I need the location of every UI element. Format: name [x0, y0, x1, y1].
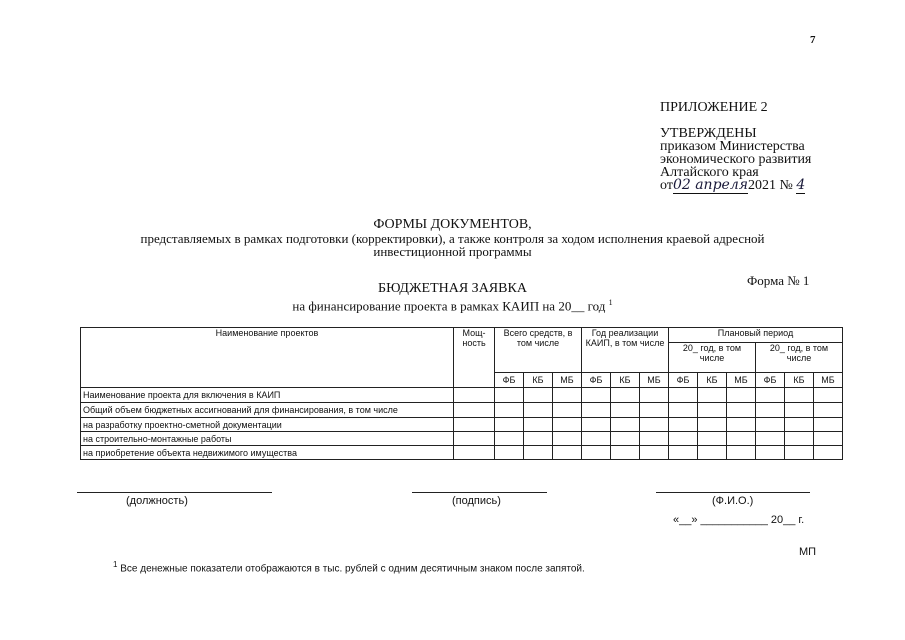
footnote-text: Все денежные показатели отображаются в тыс. рублей с одним десятичным знаком после запятой. [120, 563, 585, 575]
request-subtitle-text: на финансирование проекта в рамках КАИП на 20__ год [292, 298, 606, 314]
footnote-number: 1 [113, 560, 118, 569]
sub-mb: МБ [727, 373, 756, 388]
subtitle-line-2: инвестиционной программы [373, 244, 532, 259]
header-plan-year-2: 20_ год, в том числе [756, 343, 843, 373]
document-title: ФОРМЫ ДОКУМЕНТОВ, [373, 217, 532, 232]
table-row [81, 432, 843, 446]
position-line [77, 492, 272, 493]
header-total: Всего средств, в том числе [495, 328, 582, 373]
approval-line-2: экономического развития [660, 152, 812, 167]
year-number-label: 2021 № [748, 178, 793, 193]
sub-kb: КБ [785, 373, 814, 388]
fio-line [656, 492, 810, 493]
header-names: Наименование проектов [81, 328, 454, 388]
sub-fb: ФБ [756, 373, 785, 388]
header-row-1 [81, 328, 843, 343]
position-label: (должность) [126, 495, 188, 507]
row-label: Наименование проекта для включения в КАИП [81, 388, 454, 403]
handwritten-date: 02 апреля [672, 177, 748, 193]
footnote-mark: 1 [608, 298, 613, 307]
approval-date-line [660, 179, 811, 192]
table-row [81, 418, 843, 432]
row-label: на строительно-монтажные работы [81, 432, 454, 446]
signature-line [412, 492, 547, 493]
row-label: на разработку проектно-сметной документации [81, 418, 454, 432]
sub-mb: МБ [814, 373, 843, 388]
page-number: 7 [810, 34, 816, 46]
row-label: на приобретение объекта недвижимого имущества [81, 446, 454, 460]
header-plan-year-1: 20_ год, в том числе [669, 343, 756, 373]
sub-mb: МБ [553, 373, 582, 388]
sub-mb: МБ [640, 373, 669, 388]
footnote [113, 560, 585, 574]
date-prefix: от [660, 178, 673, 193]
approved-label: УТВЕРЖДЕНЫ [660, 126, 757, 141]
appendix-label: ПРИЛОЖЕНИЕ 2 [660, 100, 768, 115]
row-label: Общий объем бюджетных ассигнований для финансирования, в том числе [81, 403, 454, 418]
sub-fb: ФБ [582, 373, 611, 388]
sub-kb: КБ [524, 373, 553, 388]
approval-block [660, 101, 811, 192]
table-row [81, 403, 843, 418]
document-subtitle [0, 232, 905, 258]
fio-label: (Ф.И.О.) [712, 495, 754, 507]
table-row [81, 446, 843, 460]
request-title: БЮДЖЕТНАЯ ЗАЯВКА [378, 281, 527, 296]
header-plan: Плановый период [669, 328, 843, 343]
sub-kb: КБ [611, 373, 640, 388]
budget-request-table [80, 327, 843, 460]
signature-label: (подпись) [452, 495, 501, 507]
request-subtitle [0, 298, 905, 314]
sub-fb: ФБ [495, 373, 524, 388]
sub-fb: ФБ [669, 373, 698, 388]
date-line: «__» ___________ 20__ г. [673, 514, 805, 526]
subtitle-line-1: представляемых в рамках подготовки (корректировки), а также контроля за ходом исполнения краевой адресной [140, 231, 765, 246]
approval-line-3: Алтайского края [660, 165, 759, 180]
header-year: Год реализации КАИП, в том числе [582, 328, 669, 373]
approval-line-1: приказом Министерства [660, 139, 805, 154]
stamp-place: МП [799, 546, 817, 558]
header-power: Мощ-ность [454, 328, 495, 388]
handwritten-number: 4 [796, 177, 806, 193]
form-number: Форма № 1 [747, 273, 810, 288]
table-row [81, 388, 843, 403]
sub-kb: КБ [698, 373, 727, 388]
